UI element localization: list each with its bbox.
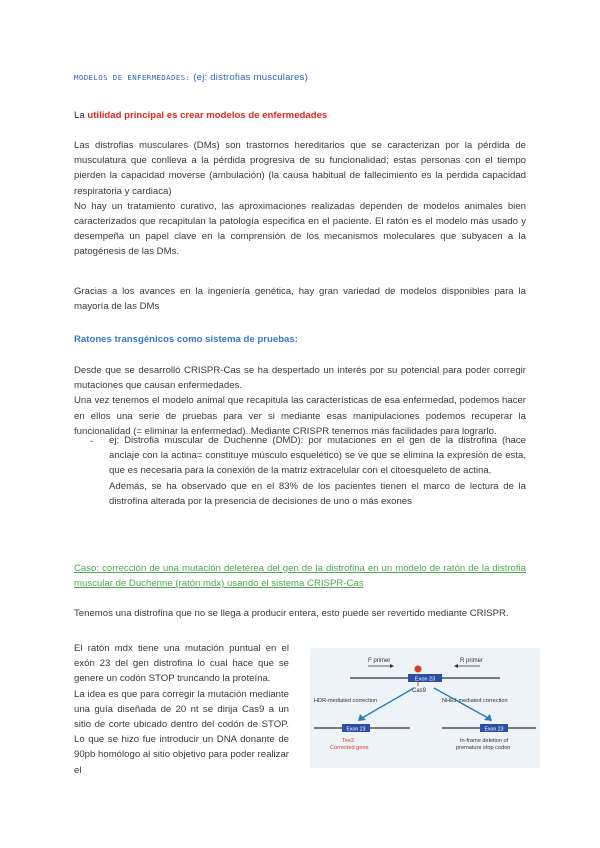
stop-codon-marker — [415, 666, 422, 673]
paragraph-genetic-engineering: Gracias a los avances en la ingeniería genética, hay gran variedad de modelos disponibles para la mayoría de las DMs — [74, 286, 526, 313]
paragraph-crispr-interest: Desde que se desarrolló CRISPR-Cas se ha despertado un interés por su potencial para poder corregir mutaciones que causan enfermedades. — [74, 365, 526, 392]
paragraph-reading-frame: Además, se ha observado que en el 83% de los pacientes tienen el marco de lectura de la distrofina alterada por la presencia de decisiones de uno o más exones — [109, 480, 526, 507]
intro-block — [74, 138, 526, 260]
main-utility-prefix: La — [74, 110, 88, 121]
genetics-block — [74, 284, 526, 314]
case-heading-link[interactable]: Caso: corrección de una mutación deletérea del gen de la distrofina en un modelo de ratón de la distrofia muscular de Duchenne (ratón mdx) usando el sistema CRISPR-Cas — [74, 563, 526, 590]
inframe-deletion-label: In-frame deletion of — [460, 738, 509, 744]
r-primer-label: R primer — [460, 658, 484, 664]
paragraph-dmd-example: ej: Distrofia muscular de Duchenne (DMD): por mutaciones en el gen de la distrofina (hace anclaje con la actina= constituye músculo esquelético) se ve que se elimina la expresión de esta, que es necesaria para la conexión de la matriz extracelular con el citoesqueleto de actina. — [109, 435, 526, 477]
paragraph-treatment: No hay un tratamiento curativo, las aproximaciones realizadas dependen de modelos animales bien caracterizados que recapitulan la patología especifica en el paciente. El ratón es el modelo más usado y desempeña un papel clave en la comprensión de los mecanismos moleculares que subyacen a la patogénesis de las DMs. — [74, 200, 526, 258]
f-primer-label: F primer — [368, 658, 391, 664]
premature-stop-label: premature stop codon — [456, 745, 511, 751]
bullet-mark: - — [90, 436, 94, 447]
dystrophin-block — [74, 606, 526, 621]
paragraph-cas9-guide: La idea es que para corregir la mutación mediante una guía diseñada de 20 nt se dirija Cas9 a un sitio de corte ubicado dentro del codón de STOP. Lo que se hizo fue introducir un DNA donante de 90pb homólogo al sitio objetivo para poder realizar el — [74, 688, 289, 776]
left-exon-label: Exon 23 — [346, 726, 366, 733]
main-utility-line — [74, 110, 327, 121]
crispr-block — [74, 363, 526, 439]
paragraph-animal-model-tests: Una vez tenemos el modelo animal que recapitula las características de esa enfermedad, podemos hacer en ellos una serie de pruebas para ver si mediante esas manipulaciones podemos recuperar la funcionalidad (= eliminar la enfermedad). Mediante CRISPR tenemos más facilidades para lograrlo. — [74, 395, 526, 437]
crispr-correction-figure — [310, 648, 540, 768]
top-exon-label: Exon 23 — [414, 676, 436, 683]
transgenic-mice-heading: Ratones transgénicos como sistema de pruebas: — [74, 334, 298, 345]
section-heading-caps: MODELOS DE ENFERMEDADES: — [74, 73, 191, 82]
paragraph-mdx-mutation: El ratón mdx tiene una mutación puntual en el exón 23 del gen distrofina lo cual hace que se genere un codón STOP truncando la proteína. — [74, 643, 289, 685]
cas9-label: Cas9 — [412, 688, 427, 694]
main-utility-highlight: utilidad principal es crear modelos de enfermedades — [87, 110, 328, 121]
hdr-label: HDR-mediated correction — [314, 698, 378, 704]
section-heading — [74, 72, 308, 83]
right-exon-label: Exon 23 — [484, 726, 504, 733]
paragraph-dms-definition: Las distrofias musculares (DMs) son trastornos hereditarios que se caracterizan por la pérdida de musculatura que conlleva a la pérdida progresiva de su funcionalidad; estas personas con el tiempo pierden la capacidad moverse (ambulación) (la causa habitual de fallecimiento es la perdida capacidad respiratoria y cardiaca) — [74, 140, 526, 197]
mdx-block — [74, 641, 289, 778]
nhej-label: NHEJ-mediated correction — [442, 698, 508, 704]
dmd-example-block — [109, 433, 526, 509]
crispr-correction-diagram — [310, 648, 540, 768]
corrected-gene-label: Corrected gene — [330, 745, 369, 751]
paragraph-dystrophin-revert: Tenemos una distrofina que no se llega a producir entera, esto puede ser revertido mediante CRISPR. — [74, 608, 509, 619]
section-heading-rest: (ej: distrofias musculares) — [193, 72, 308, 83]
corrected-gene-code: Tee2 — [342, 738, 355, 744]
